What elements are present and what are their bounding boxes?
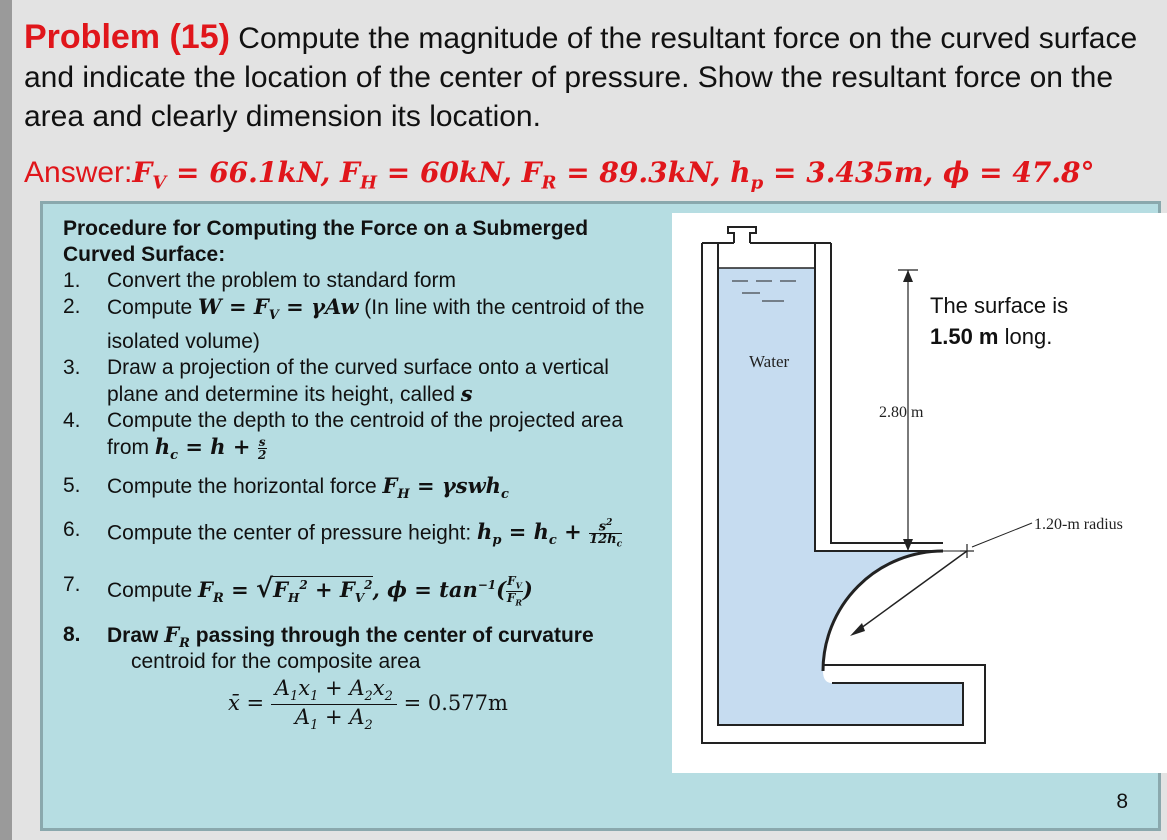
procedure-step: 1. Convert the problem to standard form xyxy=(63,269,457,292)
tank-right-wall xyxy=(815,243,943,551)
answer-values: $F_V = 66.1kN$, $F_H = 60kN$, $F_R = 89.3kN$, $h_p = 3.435m$, ϕ = 47.8° xyxy=(132,156,1095,194)
procedure-step: 8. Draw $F_R$ passing through the center of curvature xyxy=(63,622,594,652)
tank-diagram-svg xyxy=(672,213,1167,773)
radius-label: 1.20-m radius xyxy=(1034,516,1123,533)
page-number: 8 xyxy=(1116,790,1128,813)
problem-statement xyxy=(24,18,1154,136)
vent-pipe-icon xyxy=(728,227,756,243)
water-region xyxy=(718,268,963,725)
formula-fr-label: $F_R$ xyxy=(164,622,190,652)
procedure-title: Procedure for Computing the Force on a Submerged Curved Surface: xyxy=(63,217,589,266)
surface-note-line2: 1.50 m long. xyxy=(930,324,1053,349)
left-edge-bar xyxy=(0,0,12,840)
formula-fh: $F_H = \gamma swh_c$ xyxy=(382,473,509,503)
content-panel xyxy=(40,201,1161,831)
water-label: Water xyxy=(749,352,790,371)
answer-label: Answer: xyxy=(24,156,133,189)
formula-weight: $W = F_V = \gamma Aw$ xyxy=(198,294,359,324)
formula-hc: $h_c = h$ + xyxy=(154,434,258,464)
problem-label: Problem (15) xyxy=(24,18,230,56)
procedure-step: 4. Compute the depth to the centroid of the projected area from $h_c = h$ + $\frac{s}{2}$ xyxy=(63,409,624,464)
procedure-step: 2. Compute $W = F_V = \gamma Aw$ (In line with the centroid of the isolated volume) xyxy=(63,294,645,354)
answer-line xyxy=(24,156,1095,194)
problem-text: Compute the magnitude of the resultant force on the curved surface and indicate the location of the center of pressure. Show the resultant force on the area and clearly dimension its location. xyxy=(24,22,1138,133)
formula-hp: $h_p = h_c$ + xyxy=(477,519,590,549)
procedure-list xyxy=(63,216,663,658)
depth-label: 2.80 m xyxy=(879,404,924,421)
formula-fr: $F_R = √F_H^2 + F_V^2$, $\phi = \tan^{-1}$( xyxy=(198,574,507,607)
procedure-step: 7. Compute $F_R = √F_H^2 + F_V^2$, $\phi = \tan^{-1}$( $\frac{F_V}{F_R}$ ) xyxy=(63,573,533,608)
centroid-formula: x̄ = $\frac{A_1x_1 + A_2x_2}{A_1 + A_2}$ = 0.577m xyxy=(228,676,508,734)
procedure-step: 3. Draw a projection of the curved surface onto a vertical plane and determine its height, called s xyxy=(63,356,609,407)
procedure-step: 5. Compute the horizontal force $F_H = \gamma swh_c$ xyxy=(63,473,509,503)
centroid-title: centroid for the composite area xyxy=(131,650,421,673)
procedure-step: 6. Compute the center of pressure height: $h_p = h_c$ + $\frac{s^2}{12h_c}$ xyxy=(63,517,623,550)
surface-note-line1: The surface is xyxy=(930,293,1069,318)
tank-diagram xyxy=(672,213,1167,773)
